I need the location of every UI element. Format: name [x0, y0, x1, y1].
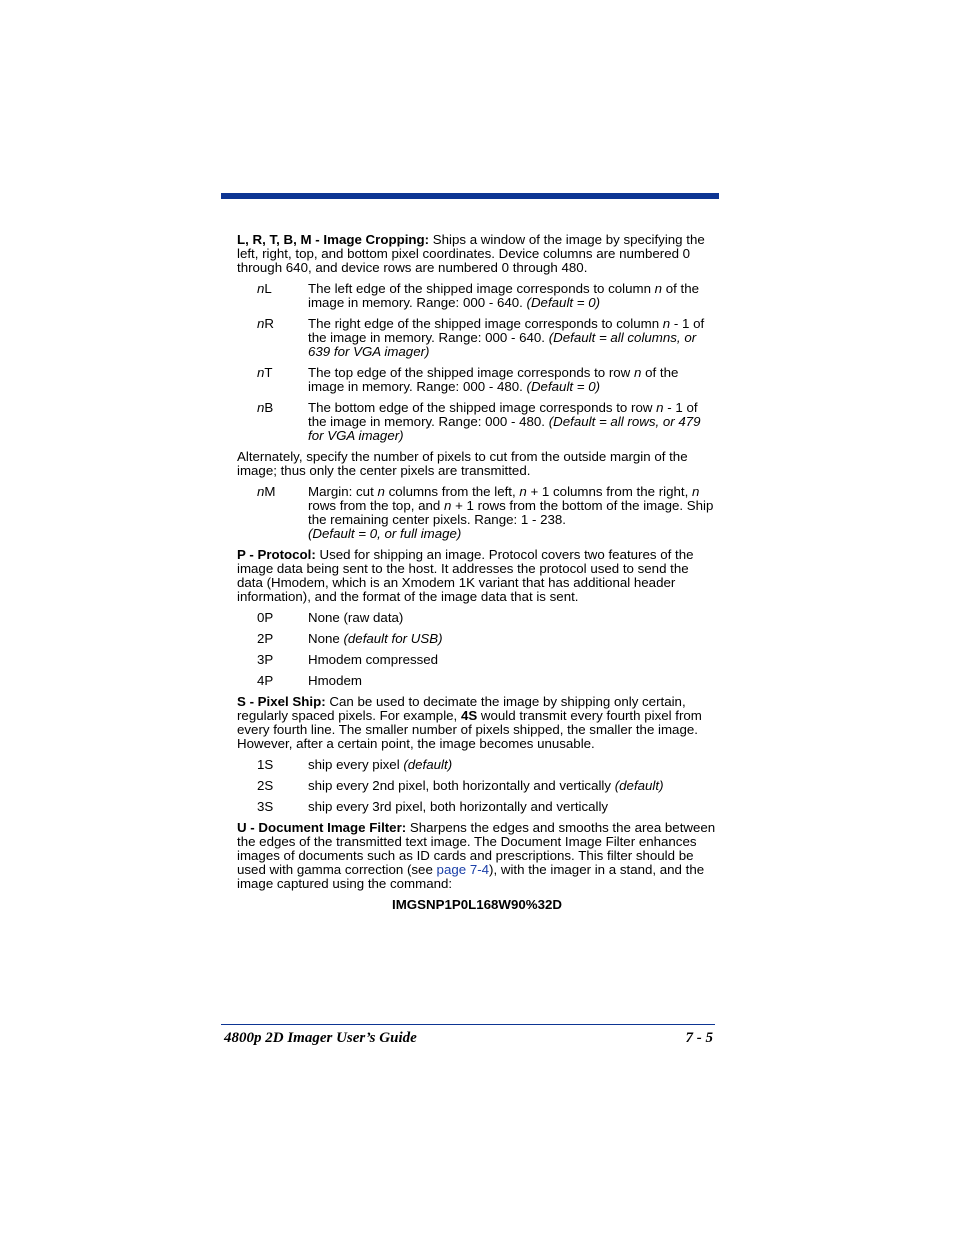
command-text: IMGSNP1P0L168W90%32D — [392, 897, 562, 912]
header-rule — [221, 193, 719, 199]
protocol-intro: P - Protocol: Used for shipping an image. Protocol covers two features of the image data being sent to the host. It addresses the protocol used to send the data (Hmodem, which is an Xmodem 1K variant that has additional header information), and the format of the image data that is sent. — [237, 547, 694, 604]
list-item: 0P None (raw data) — [257, 610, 404, 625]
list-item: 2P None (default for USB) — [257, 631, 443, 646]
list-item: nT The top edge of the shipped image corresponds to row n of the image in memory. Range: 000 - 480. (Default = 0) — [257, 365, 679, 394]
list-item: nM Margin: cut n columns from the left, n + 1 columns from the right, n rows from the top, and n + 1 rows from the bottom of the image. Ship the remaining center pixels. Range: 1 - 238. (Default = 0, or full image) — [257, 484, 714, 541]
cropping-heading: L, R, T, B, M - Image Cropping: — [237, 232, 430, 247]
footer-rule — [221, 1024, 715, 1025]
list-item: 1S ship every pixel (default) — [257, 757, 453, 772]
docfilter-heading: U - Document Image Filter: — [237, 820, 407, 835]
page-number: 7 - 5 — [685, 1030, 713, 1046]
footer-title: 4800p 2D Imager User’s Guide — [224, 1030, 417, 1046]
list-item: 4P Hmodem — [257, 673, 362, 688]
docfilter-intro: U - Document Image Filter: Sharpens the edges and smooths the area between the edges of the transmitted text image. The Document Image Filter enhances images of documents such as ID cards and prescriptions. This filter should be used with gamma correction (see page 7-4), with the imager in a stand, and the image captured using the command: — [237, 820, 716, 891]
list-item: nL The left edge of the shipped image corresponds to column n of the image in memory. Range: 000 - 640. (Default = 0) — [257, 281, 700, 310]
cropping-alternate: Alternately, specify the number of pixels to cut from the outside margin of the image; thus only the center pixels are transmitted. — [237, 449, 688, 478]
pixelship-intro: S - Pixel Ship: Can be used to decimate the image by shipping only certain, regularly spaced pixels. For example, 4S would transmit every fourth pixel from every fourth line. The smaller number of pixels shipped, the smaller the image. However, after a certain point, the image becomes unusable. — [237, 694, 702, 751]
page-content — [237, 233, 717, 912]
list-item: nR The right edge of the shipped image corresponds to column n - 1 of the image in memory. Range: 000 - 640. (Default = all columns, or 639 for VGA imager) — [257, 316, 705, 359]
protocol-heading: P - Protocol: — [237, 547, 316, 562]
pixelship-heading: S - Pixel Ship: — [237, 694, 326, 709]
page-link[interactable]: page 7-4 — [436, 862, 490, 877]
list-item: 3P Hmodem compressed — [257, 652, 439, 667]
list-item: 2S ship every 2nd pixel, both horizontally and vertically (default) — [257, 778, 664, 793]
cropping-intro: L, R, T, B, M - Image Cropping: Ships a window of the image by specifying the left, right, top, and bottom pixel coordinates. Device columns are numbered 0 through 640, and device rows are numbered 0 through 480. — [237, 232, 705, 275]
list-item: nB The bottom edge of the shipped image corresponds to row n - 1 of the image in memory. Range: 000 - 480. (Default = all rows, or 479 for VGA imager) — [257, 400, 701, 443]
list-item: 3S ship every 3rd pixel, both horizontally and vertically — [257, 799, 609, 814]
